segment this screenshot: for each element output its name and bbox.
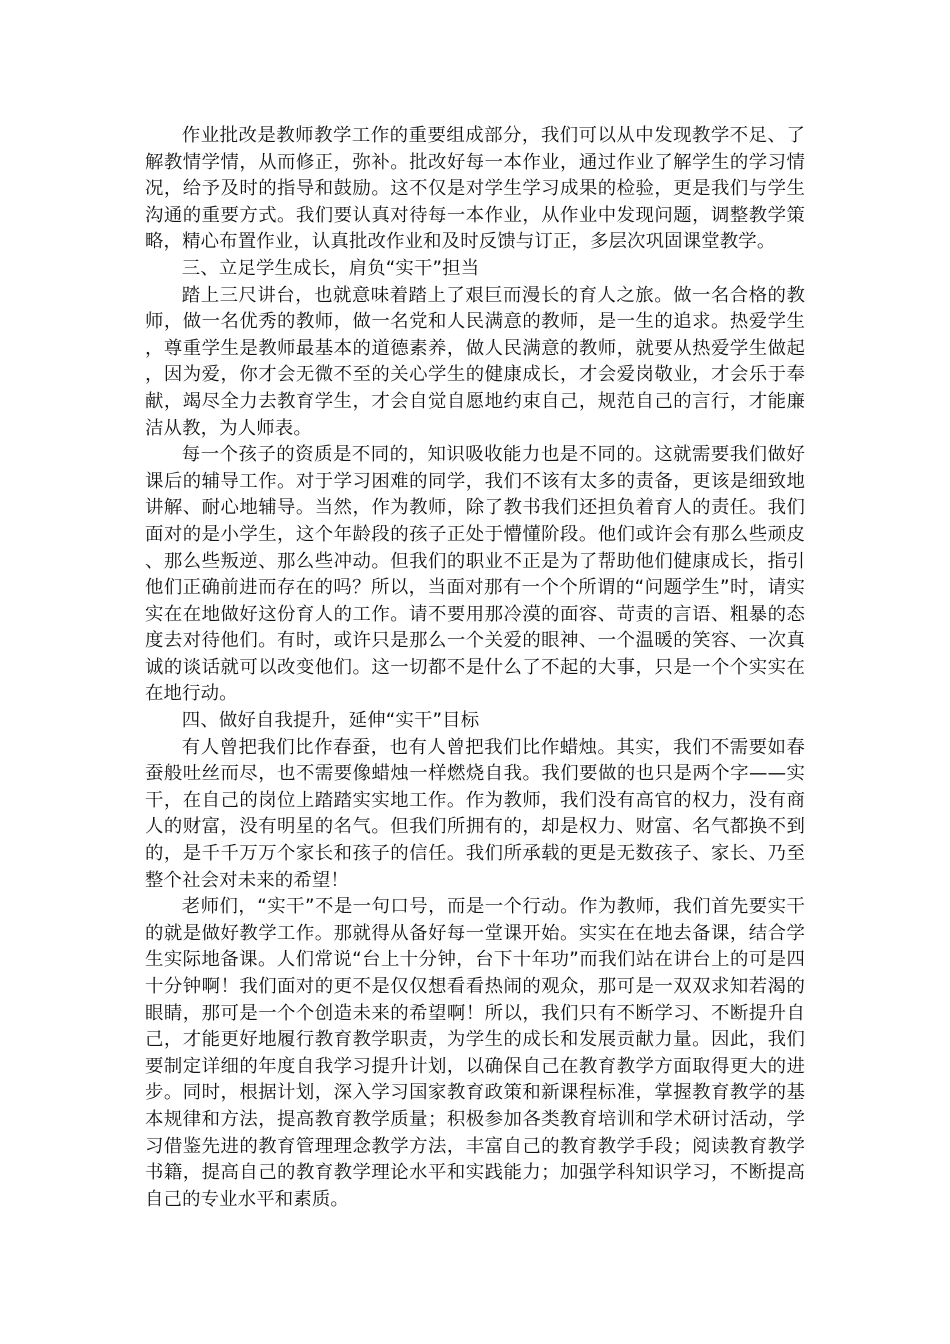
paragraph-silkworm-candle: 有人曾把我们比作春蚕，也有人曾把我们比作蜡烛。其实，我们不需要如春蚕般吐丝而尽，也不需要像蜡烛一样燃烧自我。我们要做的也只是两个字——实干，在自己的岗位上踏踏实实地工作。作为教师，我们没有高官的权力，没有商人的财富，没有明星的名气。但我们所拥有的，却是权力、财富、名气都换不到的，是千千万万个家长和孩子的信任。我们所承载的更是无数孩子、家长、乃至整个社会对未来的希望！ (145, 736, 805, 891)
section-heading-three: 三、立足学生成长，肩负“实干”担当 (181, 257, 480, 279)
section-heading-four: 四、做好自我提升，延伸“实干”目标 (181, 710, 480, 732)
paragraph-homework-correction: 作业批改是教师教学工作的重要组成部分，我们可以从中发现教学不足、了解教情学情，从而修正，弥补。批改好每一本作业，通过作业了解学生的学习情况，给予及时的指导和鼓励。这不仅是对学生学习成果的检验，更是我们与学生沟通的重要方式。我们要认真对待每一本作业，从作业中发现问题，调整教学策略，精心布置作业，认真批改作业和及时反馈与订正，多层次巩固课堂教学。 (145, 125, 805, 253)
document-body (145, 123, 805, 1213)
paragraph-child-aptitude: 每一个孩子的资质是不同的，知识吸收能力也是不同的。这就需要我们做好课后的辅导工作。对于学习困难的同学，我们不该有太多的责备，更该是细致地讲解、耐心地辅导。当然，作为教师，除了教书我们还担负着育人的责任。我们面对的是小学生，这个年龄段的孩子正处于懵懂阶段。他们或许会有那么些顽皮、那么些叛逆、那么些冲动。但我们的职业不正是为了帮助他们健康成长，指引他们正确前进而存在的吗？所以，当面对那有一个个所谓的“问题学生”时，请实实在在地做好这份育人的工作。请不要用那冷漠的面容、苛责的言语、粗暴的态度去对待他们。有时，或许只是那么一个关爱的眼神、一个温暖的笑容、一次真诚的谈话就可以改变他们。这一切都不是什么了不起的大事，只是一个个实实在在地行动。 (145, 444, 805, 705)
paragraph-teaching-podium: 踏上三尺讲台，也就意味着踏上了艰巨而漫长的育人之旅。做一名合格的教师，做一名优秀的教师，做一名党和人民满意的教师，是一生的追求。热爱学生，尊重学生是教师最基本的道德素养，做人民满意的教师，就要从热爱学生做起，因为爱，你才会无微不至的关心学生的健康成长，才会爱岗敬业，才会乐于奉献，竭尽全力去教育学生，才会自觉自愿地约束自己，规范自己的言行，才能廉洁从教，为人师表。 (145, 284, 805, 439)
paragraph-teachers-action: 老师们，“实干”不是一句口号，而是一个行动。作为教师，我们首先要实干的就是做好教学工作。那就得从备好每一堂课开始。实实在在地去备课，结合学生实际地备课。人们常说“台上十分钟，台下十年功”而我们站在讲台上的可是四十分钟啊！我们面对的更不是仅仅想看看热闹的观众，那可是一双双求知若渴的眼睛，那可是一个个创造未来的希望啊！所以，我们只有不断学习、不断提升自己，才能更好地履行教育教学职责，为学生的成长和发展贡献力量。因此，我们要制定详细的年度自我学习提升计划，以确保自己在教育教学方面取得更大的进步。同时，根据计划，深入学习国家教育政策和新课程标准，掌握教育教学的基本规律和方法，提高教育教学质量；积极参加各类教育培训和学术研讨活动，学习借鉴先进的教育管理理念教学方法，丰富自己的教育教学手段；阅读教育教学书籍，提高自己的教育教学理论水平和实践能力；加强学科知识学习，不断提高自己的专业水平和素质。 (145, 896, 805, 1210)
